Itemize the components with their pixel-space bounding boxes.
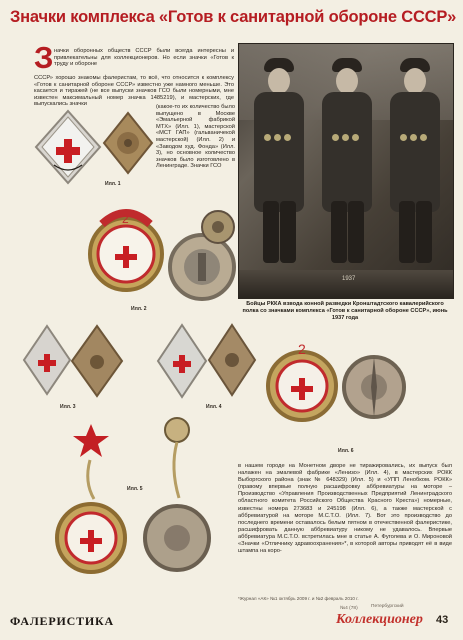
photo-ground — [239, 270, 453, 298]
caption-ill-4: Илл. 4 — [206, 404, 222, 410]
caption-ill-3: Илл. 3 — [60, 404, 76, 410]
soldier-right — [387, 56, 443, 276]
badge-diamond-ill3-left — [22, 324, 72, 396]
intro-paragraph: СССР» хорошо знакомы фалеристам, то всё, что относится к комплексу «Готов к санитарной обороне СССР» известно уже намного меньше. Это касается и тиражей (не все выпуски значков ГСО были номерными, мне известен максимальный номер значка 1485219), и мастерских, где выпускались значки — [34, 75, 234, 108]
badge-pendant-ill5-right — [135, 412, 219, 594]
caption-ill-6: Илл. 6 — [338, 448, 354, 454]
magazine-brand: Коллекционер — [336, 612, 423, 627]
soldier-left — [251, 56, 307, 276]
intro-paragraph-top: начки оборонных обществ СССР были всегда интересны и привлекательны для коллекционеров. Но если значки «Готов к труду и обороне — [54, 48, 234, 68]
brand-small: Петербургский — [371, 604, 404, 609]
caption-ill-2: Илл. 2 — [131, 306, 147, 312]
badge-diamond-ill1 — [34, 109, 102, 185]
svg-text:2: 2 — [298, 341, 306, 357]
photo-caption: Бойцы РККА взвода конной разведки Кронштадтского кавалерийского полка со значками комплекса «Готов к санитарной обороне СССР», июнь 1937 года — [242, 301, 448, 322]
badge-large-reverse-ill6 — [337, 345, 411, 429]
badge-large-ill6 — [260, 340, 344, 432]
article-title: Значки комплекса «Готов к санитарной обороне СССР» — [10, 8, 457, 26]
badge-reverse-ill1 — [102, 111, 154, 175]
svg-text:2: 2 — [122, 212, 129, 226]
badge-diamond-ill4-right — [207, 323, 257, 397]
badge-pendant-ill5-left — [48, 420, 134, 592]
page-number: 43 — [436, 614, 449, 626]
narrow-column-text: (какое-то их количество было выпущено в Москве «Эмальерной фабрикой МТХ» (Илл. 1), мастерской «МСТ ГАП» (гальваничекой мастерской) (Илл. 2) и «Заводом худ. Фонда» (Илл. 3), но основное количество значков было изготовлено в Ленинграде. Значки ГСО — [156, 104, 235, 170]
badge-screw-ill2 — [198, 207, 238, 247]
badge-diamond-ill3-mid — [70, 324, 124, 398]
footnote: *Журнал «АК» №1 октябрь 2009 г. и №2 февраль 2010 г. — [238, 596, 359, 601]
section-title: ФАЛЕРИСТИКА — [10, 614, 114, 628]
soldier-middle — [319, 56, 375, 276]
historical-photo — [238, 43, 454, 299]
drop-cap: З — [34, 40, 54, 75]
badge-diamond-ill4-left — [156, 323, 208, 399]
caption-ill-1: Илл. 1 — [105, 181, 121, 187]
caption-ill-5: Илл. 5 — [127, 486, 143, 492]
main-text-right: в нашем городе на Монетном дворе не тиражировались, их выпуск был налажен на эмалевой фабрике «Ленизо» (Илл. 4), в мастерских РОКК Выборгского района (знак № 648329) (Илл. 5) и «УПП Ленобком. РОКК» (правому впервые полную расшифровку аббревиатуры на моторе – Производство «Управления Производственных Предприятий Ленинградского областного комитета Российского Общества Красного Креста») номерные, известны номера 273683 и 245198 (Илл. 6), а также мастерской с аббревиатурой на моторе М.С.Т.О. (Илл. 7). Вот это производство до последнего времени оставалось белым пятном в отечественной фалеристике, расшифровать данную аббревиатуру никому не удавалось. Впервые аббревиатура М.С.Т.О. встретилась мне в статье А. Фуголева и О. Мироновой «Значки «Отличнику здравоохранения»*, в которой авторы приводят её в виде штампа на коро- — [238, 463, 452, 555]
photo-year-mark: 1937 — [342, 276, 356, 282]
issue-number: №4 (78) — [340, 606, 358, 611]
badge-front-ill2 — [82, 207, 170, 305]
